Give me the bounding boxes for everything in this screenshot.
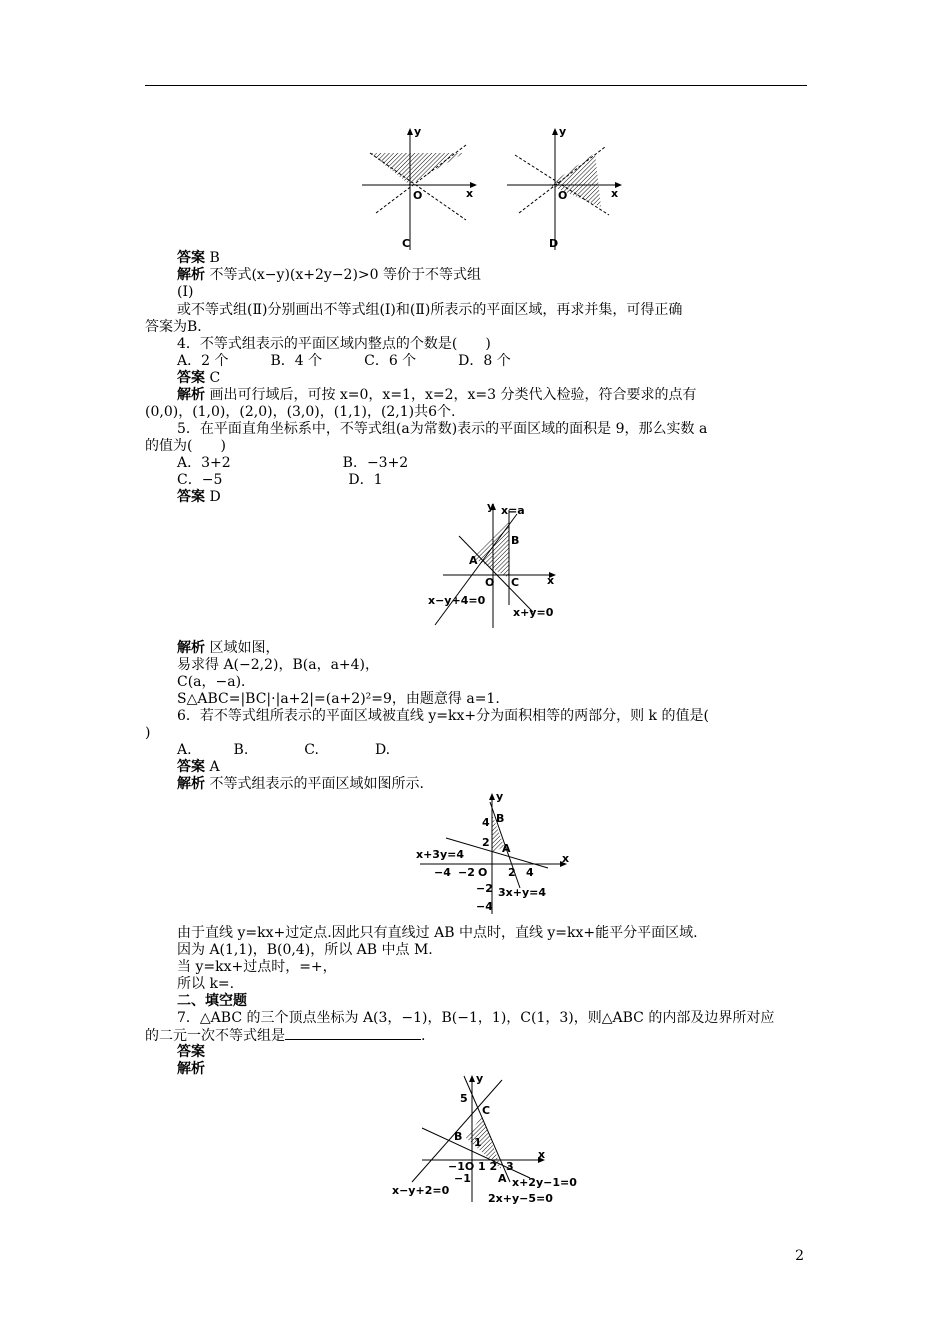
q6-y: y (496, 790, 504, 803)
text-line: A．3+2 B．−3+2 (177, 455, 409, 471)
q7-y: y (476, 1072, 484, 1085)
q7-t1: 1 (474, 1136, 482, 1149)
q6-a: A (502, 842, 511, 855)
text-line: 答案 A (177, 759, 220, 775)
q7-x123: 1 2 (478, 1160, 498, 1173)
text-line: 解析 画出可行域后，可按 x=0，x=1，x=2，x=3 分类代入检验，符合要求的点有 (177, 387, 697, 403)
q6-ty4: −4 (476, 900, 493, 913)
text-line: 二、填空题 (177, 993, 247, 1009)
q6-tx2: 2 (508, 866, 516, 879)
q6-tm2: −2 (458, 866, 475, 879)
q6-tx4: 4 (526, 866, 534, 879)
q6-t2: 2 (482, 836, 490, 849)
text-line: A．2 个 B．4 个 C．6 个 D．8 个 (177, 353, 511, 369)
q6-l2: 3x+y=4 (498, 886, 547, 899)
text-line: 答案 C (177, 370, 221, 386)
text-line: C．−5 D．1 (177, 472, 383, 488)
q5-l1: x−y+4=0 (428, 594, 486, 607)
figure-q7 (392, 1072, 592, 1207)
q5-a: A (469, 554, 478, 567)
header-rule (145, 85, 807, 86)
text-line: 解析 不等式组表示的平面区域如图所示. (177, 776, 424, 792)
q5-c: C (511, 576, 520, 589)
q7-xlab: −1O (448, 1160, 475, 1173)
text-line: (Ⅰ) (177, 284, 194, 300)
q7-t5: 5 (460, 1092, 468, 1105)
figure-option-d (507, 125, 627, 255)
text-line: 答案为B. (145, 319, 202, 335)
q5-xa: x=a (501, 504, 525, 517)
q6-tm4: −4 (434, 866, 451, 879)
fig-d-o: O (558, 189, 568, 202)
text-line: 答案 D (177, 489, 221, 505)
fig-d-caption: D (549, 237, 559, 250)
text-line: 解析 不等式(x−y)(x+2y−2)>0 等价于不等式组 (177, 267, 482, 283)
text-line: 或不等式组(Ⅱ)分别画出不等式组(Ⅰ)和(Ⅱ)所表示的平面区域，再求并集，可得正确 (177, 302, 683, 318)
q7-b: B (454, 1130, 463, 1143)
page-number: 2 (795, 1248, 804, 1264)
q7-c: C (482, 1104, 491, 1117)
fig-c-caption: C (402, 237, 411, 250)
q7-l1: x−y+2=0 (392, 1184, 450, 1197)
text-line: 答案 (177, 1044, 205, 1060)
text-line: 7．△ABC 的三个顶点坐标为 A(3，−1)，B(−1，1)，C(1，3)，则△ABC 的内部及边界所对应 (177, 1010, 775, 1026)
text-line: (0,0)，(1,0)，(2,0)，(3,0)，(1,1)，(2,1)共6个. (145, 404, 456, 420)
text-line: 解析 区域如图， (177, 640, 280, 656)
q6-b: B (496, 812, 505, 825)
q5-x: x (547, 574, 555, 587)
text-line: A. B. C. D. (177, 742, 391, 758)
fig-d-x: x (611, 187, 619, 200)
q7-x: x (538, 1148, 546, 1161)
q5-o: O (485, 576, 495, 589)
text-line: 的二元一次不等式组是 . (145, 1028, 426, 1044)
q7-l3: 2x+y−5=0 (488, 1192, 553, 1205)
q5-b: B (511, 534, 520, 547)
text-line: 解析 (177, 1061, 205, 1077)
text-line: 由于直线 y=kx+过定点.因此只有直线过 AB 中点时，直线 y=kx+能平分平面区域. (177, 925, 698, 941)
q6-x: x (562, 852, 570, 865)
fig-c-x: x (466, 187, 474, 200)
figure-option-c (362, 125, 482, 255)
text-line: 所以 k=. (177, 976, 235, 992)
q6-l1: x+3y=4 (416, 848, 465, 861)
fig-c-o: O (413, 189, 423, 202)
text-line: C(a，−a)． (177, 674, 256, 690)
text-line: S△ABC=|BC|·|a+2|=(a+2)²=9，由题意得 a=1. (177, 691, 500, 707)
figure-q6 (412, 792, 572, 922)
text-line: 因为 A(1,1)，B(0,4)，所以 AB 中点 M. (177, 942, 433, 958)
text-line: ) (145, 725, 151, 741)
q5-l2: x+y=0 (513, 606, 554, 619)
q6-o: O (478, 866, 488, 879)
answer-blank (285, 1027, 421, 1040)
q7-ym1: −1 (454, 1172, 471, 1185)
q7-l2: x+2y−1=0 (512, 1176, 577, 1189)
text-line: 5．在平面直角坐标系中，不等式组(a为常数)表示的平面区域的面积是 9，那么实数 a (177, 421, 708, 437)
q6-ty2: −2 (476, 882, 493, 895)
text-line: 当 y=kx+过点时，=+， (177, 959, 337, 975)
text-line: 答案 B (177, 250, 220, 266)
text-line: 易求得 A(−2,2)，B(a，a+4)， (177, 657, 380, 673)
text-line: 4．不等式组表示的平面区域内整点的个数是( ) (177, 336, 491, 352)
fig-c-y: y (414, 125, 422, 138)
q5-y: y (487, 500, 495, 513)
q7-x3: 3 (506, 1160, 514, 1173)
figure-q5 (425, 500, 565, 630)
fig-d-y: y (559, 125, 567, 138)
q7-a: A (498, 1172, 507, 1185)
q6-t4: 4 (482, 816, 490, 829)
text-line: 6．若不等式组所表示的平面区域被直线 y=kx+分为面积相等的两部分，则 k 的值是( (177, 708, 709, 724)
text-line: 的值为( ) (145, 438, 226, 454)
